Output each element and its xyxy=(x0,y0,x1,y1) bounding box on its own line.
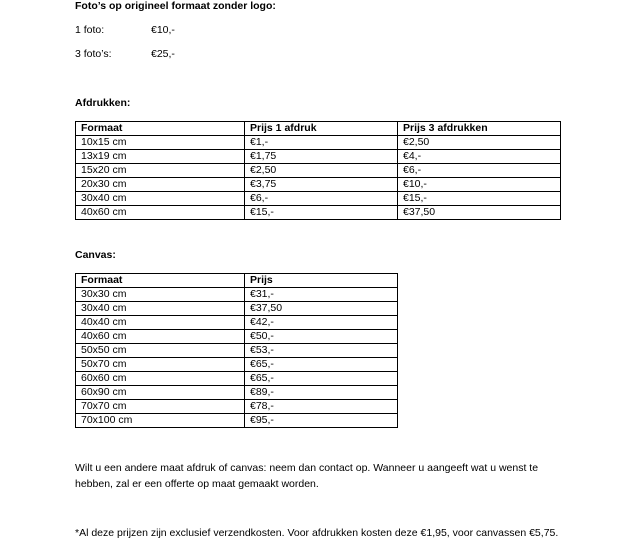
canvas-table xyxy=(75,273,398,428)
canvas-row xyxy=(76,344,398,358)
canvas-row xyxy=(76,302,398,316)
prints-cell: 10x15 cm xyxy=(76,136,245,150)
canvas-row xyxy=(76,400,398,414)
prints-cell: €6,- xyxy=(245,192,398,206)
shipping-note: *Al deze prijzen zijn exclusief verzendkosten. Voor afdrukken kosten deze €1,95, voor canvassen €5,75. xyxy=(75,527,559,539)
prints-header-price-3: Prijs 3 afdrukken xyxy=(398,122,561,136)
prints-cell: €37,50 xyxy=(398,206,561,220)
prints-cell: 20x30 cm xyxy=(76,178,245,192)
prints-cell: 40x60 cm xyxy=(76,206,245,220)
prints-row xyxy=(76,206,561,220)
prints-header-price-1: Prijs 1 afdruk xyxy=(245,122,398,136)
canvas-row xyxy=(76,316,398,330)
prints-cell: €15,- xyxy=(245,206,398,220)
prints-row xyxy=(76,164,561,178)
canvas-cell: 30x40 cm xyxy=(76,302,245,316)
canvas-cell: 70x100 cm xyxy=(76,414,245,428)
canvas-heading: Canvas: xyxy=(75,249,116,261)
prints-cell: €2,50 xyxy=(245,164,398,178)
prints-table xyxy=(75,121,561,220)
canvas-cell: €78,- xyxy=(245,400,398,414)
original-price-2: €25,- xyxy=(151,48,175,60)
prints-row xyxy=(76,136,561,150)
prints-cell: €4,- xyxy=(398,150,561,164)
prints-cell: €6,- xyxy=(398,164,561,178)
prints-cell: €2,50 xyxy=(398,136,561,150)
canvas-cell: 60x90 cm xyxy=(76,386,245,400)
canvas-cell: 50x50 cm xyxy=(76,344,245,358)
contact-note: Wilt u een andere maat afdruk of canvas: neem dan contact op. Wanneer u aangeeft wat u wenst te hebben, zal er een offerte op maat gemaakt worden. xyxy=(75,462,539,490)
canvas-cell: €50,- xyxy=(245,330,398,344)
canvas-cell: €95,- xyxy=(245,414,398,428)
prints-cell: €3,75 xyxy=(245,178,398,192)
canvas-cell: €89,- xyxy=(245,386,398,400)
canvas-cell: €42,- xyxy=(245,316,398,330)
canvas-header-row xyxy=(76,274,398,288)
canvas-cell: €65,- xyxy=(245,372,398,386)
prints-cell: 30x40 cm xyxy=(76,192,245,206)
canvas-row xyxy=(76,386,398,400)
canvas-row xyxy=(76,288,398,302)
canvas-cell: 30x30 cm xyxy=(76,288,245,302)
prints-cell: €10,- xyxy=(398,178,561,192)
canvas-cell: €65,- xyxy=(245,358,398,372)
prints-row xyxy=(76,192,561,206)
prints-cell: €1,- xyxy=(245,136,398,150)
canvas-row xyxy=(76,358,398,372)
canvas-cell: 70x70 cm xyxy=(76,400,245,414)
prints-header-size: Formaat xyxy=(76,122,245,136)
canvas-cell: €53,- xyxy=(245,344,398,358)
prints-cell: €1,75 xyxy=(245,150,398,164)
canvas-cell: 40x40 cm xyxy=(76,316,245,330)
canvas-row xyxy=(76,330,398,344)
prints-cell: 15x20 cm xyxy=(76,164,245,178)
prints-row xyxy=(76,178,561,192)
original-price-1: €10,- xyxy=(151,24,175,36)
original-heading: Foto’s op origineel formaat zonder logo: xyxy=(75,0,276,12)
prints-cell: €15,- xyxy=(398,192,561,206)
canvas-cell: 40x60 cm xyxy=(76,330,245,344)
canvas-row xyxy=(76,372,398,386)
original-label-1: 1 foto: xyxy=(75,24,105,36)
canvas-cell: 50x70 cm xyxy=(76,358,245,372)
original-label-2: 3 foto’s: xyxy=(75,48,112,60)
prints-heading: Afdrukken: xyxy=(75,97,131,109)
canvas-cell: €31,- xyxy=(245,288,398,302)
canvas-cell: €37,50 xyxy=(245,302,398,316)
prints-header-row xyxy=(76,122,561,136)
canvas-row xyxy=(76,414,398,428)
prints-cell: 13x19 cm xyxy=(76,150,245,164)
prints-row xyxy=(76,150,561,164)
canvas-cell: 60x60 cm xyxy=(76,372,245,386)
canvas-header-size: Formaat xyxy=(76,274,245,288)
canvas-header-price: Prijs xyxy=(245,274,398,288)
